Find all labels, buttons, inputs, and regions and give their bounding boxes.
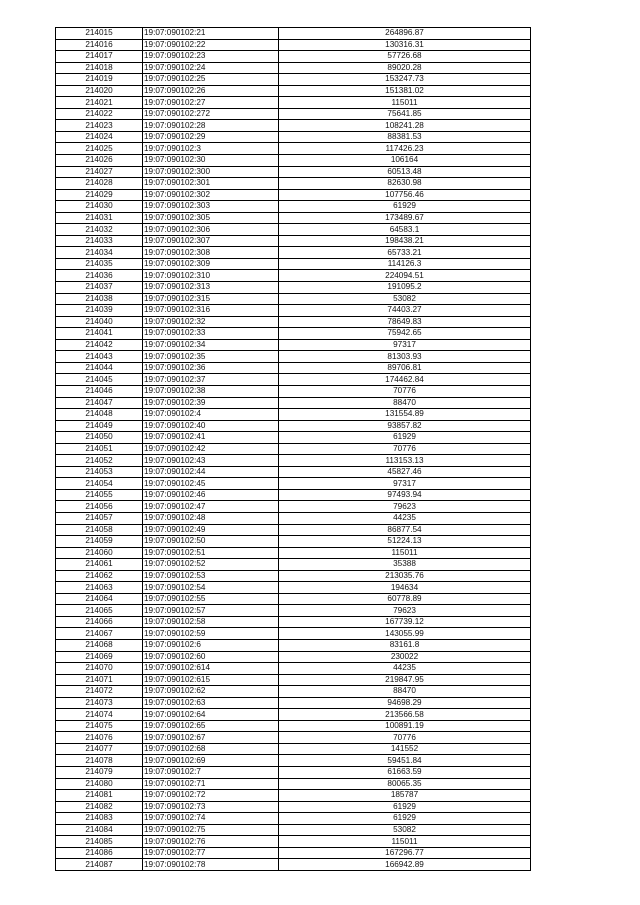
value-cell: 74403.27 bbox=[279, 305, 531, 317]
table-row bbox=[56, 559, 531, 571]
cadastral-number-cell: 19:07:090102:52 bbox=[143, 559, 279, 571]
row-id-cell: 214052 bbox=[56, 455, 143, 467]
value-cell: 35388 bbox=[279, 559, 531, 571]
value-cell: 166942.89 bbox=[279, 859, 531, 871]
row-id-cell: 214032 bbox=[56, 224, 143, 236]
value-cell: 70776 bbox=[279, 732, 531, 744]
value-cell: 108241.28 bbox=[279, 120, 531, 132]
row-id-cell: 214058 bbox=[56, 524, 143, 536]
value-cell: 173489.67 bbox=[279, 212, 531, 224]
table-row bbox=[56, 120, 531, 132]
cadastral-number-cell: 19:07:090102:29 bbox=[143, 131, 279, 143]
table-row bbox=[56, 536, 531, 548]
table-row bbox=[56, 801, 531, 813]
table-row bbox=[56, 824, 531, 836]
value-cell: 130316.31 bbox=[279, 39, 531, 51]
cadastral-number-cell: 19:07:090102:22 bbox=[143, 39, 279, 51]
value-cell: 70776 bbox=[279, 443, 531, 455]
table-row bbox=[56, 212, 531, 224]
value-cell: 83161.8 bbox=[279, 639, 531, 651]
cadastral-number-cell: 19:07:090102:48 bbox=[143, 512, 279, 524]
cadastral-number-cell: 19:07:090102:78 bbox=[143, 859, 279, 871]
value-cell: 117426.23 bbox=[279, 143, 531, 155]
data-table bbox=[55, 27, 531, 871]
value-cell: 61929 bbox=[279, 801, 531, 813]
cadastral-number-cell: 19:07:090102:57 bbox=[143, 605, 279, 617]
value-cell: 100891.19 bbox=[279, 720, 531, 732]
value-cell: 264896.87 bbox=[279, 28, 531, 40]
row-id-cell: 214031 bbox=[56, 212, 143, 224]
table-row bbox=[56, 443, 531, 455]
value-cell: 94698.29 bbox=[279, 697, 531, 709]
row-id-cell: 214040 bbox=[56, 316, 143, 328]
table-row bbox=[56, 767, 531, 779]
table-row bbox=[56, 512, 531, 524]
table-row bbox=[56, 409, 531, 421]
row-id-cell: 214083 bbox=[56, 813, 143, 825]
table-row bbox=[56, 466, 531, 478]
table-row bbox=[56, 235, 531, 247]
cadastral-number-cell: 19:07:090102:71 bbox=[143, 778, 279, 790]
cadastral-number-cell: 19:07:090102:55 bbox=[143, 593, 279, 605]
cadastral-number-cell: 19:07:090102:43 bbox=[143, 455, 279, 467]
row-id-cell: 214048 bbox=[56, 409, 143, 421]
cadastral-number-cell: 19:07:090102:26 bbox=[143, 85, 279, 97]
cadastral-number-cell: 19:07:090102:37 bbox=[143, 374, 279, 386]
table-row bbox=[56, 224, 531, 236]
table-row bbox=[56, 201, 531, 213]
value-cell: 61929 bbox=[279, 432, 531, 444]
table-row bbox=[56, 790, 531, 802]
cadastral-number-cell: 19:07:090102:33 bbox=[143, 328, 279, 340]
row-id-cell: 214077 bbox=[56, 743, 143, 755]
row-id-cell: 214079 bbox=[56, 767, 143, 779]
cadastral-number-cell: 19:07:090102:42 bbox=[143, 443, 279, 455]
row-id-cell: 214024 bbox=[56, 131, 143, 143]
table-row bbox=[56, 85, 531, 97]
value-cell: 167739.12 bbox=[279, 616, 531, 628]
row-id-cell: 214045 bbox=[56, 374, 143, 386]
table-row bbox=[56, 270, 531, 282]
table-body bbox=[56, 28, 531, 871]
row-id-cell: 214018 bbox=[56, 62, 143, 74]
table-row bbox=[56, 628, 531, 640]
cadastral-number-cell: 19:07:090102:58 bbox=[143, 616, 279, 628]
row-id-cell: 214049 bbox=[56, 420, 143, 432]
cadastral-number-cell: 19:07:090102:46 bbox=[143, 489, 279, 501]
row-id-cell: 214061 bbox=[56, 559, 143, 571]
row-id-cell: 214034 bbox=[56, 247, 143, 259]
value-cell: 51224.13 bbox=[279, 536, 531, 548]
row-id-cell: 214055 bbox=[56, 489, 143, 501]
cadastral-number-cell: 19:07:090102:63 bbox=[143, 697, 279, 709]
value-cell: 97493.94 bbox=[279, 489, 531, 501]
cadastral-number-cell: 19:07:090102:65 bbox=[143, 720, 279, 732]
cadastral-number-cell: 19:07:090102:313 bbox=[143, 282, 279, 294]
row-id-cell: 214021 bbox=[56, 97, 143, 109]
row-id-cell: 214043 bbox=[56, 351, 143, 363]
table-row bbox=[56, 859, 531, 871]
table-row bbox=[56, 639, 531, 651]
table-row bbox=[56, 813, 531, 825]
value-cell: 75942.65 bbox=[279, 328, 531, 340]
table-row bbox=[56, 674, 531, 686]
cadastral-number-cell: 19:07:090102:27 bbox=[143, 97, 279, 109]
value-cell: 88470 bbox=[279, 686, 531, 698]
cadastral-number-cell: 19:07:090102:74 bbox=[143, 813, 279, 825]
value-cell: 115011 bbox=[279, 836, 531, 848]
value-cell: 89020.28 bbox=[279, 62, 531, 74]
table-row bbox=[56, 501, 531, 513]
row-id-cell: 214076 bbox=[56, 732, 143, 744]
cadastral-number-cell: 19:07:090102:34 bbox=[143, 339, 279, 351]
row-id-cell: 214078 bbox=[56, 755, 143, 767]
cadastral-number-cell: 19:07:090102:32 bbox=[143, 316, 279, 328]
cadastral-number-cell: 19:07:090102:36 bbox=[143, 362, 279, 374]
value-cell: 151381.02 bbox=[279, 85, 531, 97]
value-cell: 213035.76 bbox=[279, 570, 531, 582]
cadastral-number-cell: 19:07:090102:73 bbox=[143, 801, 279, 813]
table-row bbox=[56, 51, 531, 63]
row-id-cell: 214066 bbox=[56, 616, 143, 628]
row-id-cell: 214039 bbox=[56, 305, 143, 317]
cadastral-number-cell: 19:07:090102:68 bbox=[143, 743, 279, 755]
cadastral-number-cell: 19:07:090102:49 bbox=[143, 524, 279, 536]
value-cell: 113153.13 bbox=[279, 455, 531, 467]
value-cell: 198438.21 bbox=[279, 235, 531, 247]
cadastral-number-cell: 19:07:090102:308 bbox=[143, 247, 279, 259]
row-id-cell: 214054 bbox=[56, 478, 143, 490]
row-id-cell: 214082 bbox=[56, 801, 143, 813]
row-id-cell: 214086 bbox=[56, 847, 143, 859]
value-cell: 143055.99 bbox=[279, 628, 531, 640]
row-id-cell: 214084 bbox=[56, 824, 143, 836]
cadastral-number-cell: 19:07:090102:47 bbox=[143, 501, 279, 513]
value-cell: 61929 bbox=[279, 201, 531, 213]
value-cell: 53082 bbox=[279, 293, 531, 305]
row-id-cell: 214037 bbox=[56, 282, 143, 294]
value-cell: 59451.84 bbox=[279, 755, 531, 767]
row-id-cell: 214015 bbox=[56, 28, 143, 40]
table-row bbox=[56, 97, 531, 109]
value-cell: 174462.84 bbox=[279, 374, 531, 386]
table-row bbox=[56, 663, 531, 675]
row-id-cell: 214075 bbox=[56, 720, 143, 732]
cadastral-number-cell: 19:07:090102:53 bbox=[143, 570, 279, 582]
table-row bbox=[56, 155, 531, 167]
row-id-cell: 214072 bbox=[56, 686, 143, 698]
table-row bbox=[56, 686, 531, 698]
value-cell: 60778.89 bbox=[279, 593, 531, 605]
row-id-cell: 214071 bbox=[56, 674, 143, 686]
table-row bbox=[56, 720, 531, 732]
table-row bbox=[56, 374, 531, 386]
table-row bbox=[56, 258, 531, 270]
value-cell: 88470 bbox=[279, 397, 531, 409]
value-cell: 82630.98 bbox=[279, 178, 531, 190]
cadastral-number-cell: 19:07:090102:301 bbox=[143, 178, 279, 190]
value-cell: 194634 bbox=[279, 582, 531, 594]
cadastral-number-cell: 19:07:090102:3 bbox=[143, 143, 279, 155]
table-row bbox=[56, 328, 531, 340]
value-cell: 80065.35 bbox=[279, 778, 531, 790]
table-row bbox=[56, 351, 531, 363]
row-id-cell: 214036 bbox=[56, 270, 143, 282]
cadastral-number-cell: 19:07:090102:35 bbox=[143, 351, 279, 363]
row-id-cell: 214056 bbox=[56, 501, 143, 513]
row-id-cell: 214046 bbox=[56, 385, 143, 397]
cadastral-number-cell: 19:07:090102:306 bbox=[143, 224, 279, 236]
table-row bbox=[56, 697, 531, 709]
cadastral-number-cell: 19:07:090102:41 bbox=[143, 432, 279, 444]
table-row bbox=[56, 605, 531, 617]
value-cell: 79623 bbox=[279, 501, 531, 513]
value-cell: 93857.82 bbox=[279, 420, 531, 432]
value-cell: 89706.81 bbox=[279, 362, 531, 374]
table-row bbox=[56, 339, 531, 351]
row-id-cell: 214059 bbox=[56, 536, 143, 548]
cadastral-number-cell: 19:07:090102:310 bbox=[143, 270, 279, 282]
value-cell: 106164 bbox=[279, 155, 531, 167]
value-cell: 230022 bbox=[279, 651, 531, 663]
row-id-cell: 214041 bbox=[56, 328, 143, 340]
cadastral-number-cell: 19:07:090102:307 bbox=[143, 235, 279, 247]
cadastral-number-cell: 19:07:090102:21 bbox=[143, 28, 279, 40]
cadastral-number-cell: 19:07:090102:59 bbox=[143, 628, 279, 640]
table-row bbox=[56, 189, 531, 201]
cadastral-number-cell: 19:07:090102:60 bbox=[143, 651, 279, 663]
table-row bbox=[56, 397, 531, 409]
value-cell: 97317 bbox=[279, 478, 531, 490]
value-cell: 70776 bbox=[279, 385, 531, 397]
row-id-cell: 214057 bbox=[56, 512, 143, 524]
cadastral-number-cell: 19:07:090102:7 bbox=[143, 767, 279, 779]
row-id-cell: 214020 bbox=[56, 85, 143, 97]
value-cell: 224094.51 bbox=[279, 270, 531, 282]
cadastral-number-cell: 19:07:090102:25 bbox=[143, 74, 279, 86]
table-row bbox=[56, 28, 531, 40]
row-id-cell: 214053 bbox=[56, 466, 143, 478]
row-id-cell: 214028 bbox=[56, 178, 143, 190]
row-id-cell: 214081 bbox=[56, 790, 143, 802]
value-cell: 219847.95 bbox=[279, 674, 531, 686]
row-id-cell: 214065 bbox=[56, 605, 143, 617]
cadastral-number-cell: 19:07:090102:300 bbox=[143, 166, 279, 178]
table-row bbox=[56, 709, 531, 721]
cadastral-number-cell: 19:07:090102:4 bbox=[143, 409, 279, 421]
row-id-cell: 214087 bbox=[56, 859, 143, 871]
table-row bbox=[56, 755, 531, 767]
table-row bbox=[56, 489, 531, 501]
row-id-cell: 214019 bbox=[56, 74, 143, 86]
value-cell: 185787 bbox=[279, 790, 531, 802]
row-id-cell: 214074 bbox=[56, 709, 143, 721]
value-cell: 57726.68 bbox=[279, 51, 531, 63]
table-row bbox=[56, 305, 531, 317]
cadastral-number-cell: 19:07:090102:615 bbox=[143, 674, 279, 686]
value-cell: 44235 bbox=[279, 663, 531, 675]
table-row bbox=[56, 143, 531, 155]
row-id-cell: 214060 bbox=[56, 547, 143, 559]
row-id-cell: 214051 bbox=[56, 443, 143, 455]
value-cell: 213566.58 bbox=[279, 709, 531, 721]
row-id-cell: 214080 bbox=[56, 778, 143, 790]
value-cell: 115011 bbox=[279, 547, 531, 559]
table-row bbox=[56, 524, 531, 536]
value-cell: 86877.54 bbox=[279, 524, 531, 536]
cadastral-number-cell: 19:07:090102:316 bbox=[143, 305, 279, 317]
row-id-cell: 214017 bbox=[56, 51, 143, 63]
row-id-cell: 214073 bbox=[56, 697, 143, 709]
row-id-cell: 214050 bbox=[56, 432, 143, 444]
table-row bbox=[56, 582, 531, 594]
value-cell: 88381.53 bbox=[279, 131, 531, 143]
table-row bbox=[56, 293, 531, 305]
row-id-cell: 214067 bbox=[56, 628, 143, 640]
value-cell: 45827.46 bbox=[279, 466, 531, 478]
value-cell: 61929 bbox=[279, 813, 531, 825]
table-row bbox=[56, 39, 531, 51]
row-id-cell: 214025 bbox=[56, 143, 143, 155]
table-row bbox=[56, 247, 531, 259]
cadastral-number-cell: 19:07:090102:75 bbox=[143, 824, 279, 836]
table-row bbox=[56, 420, 531, 432]
cadastral-number-cell: 19:07:090102:45 bbox=[143, 478, 279, 490]
table-row bbox=[56, 743, 531, 755]
table-row bbox=[56, 166, 531, 178]
table-row bbox=[56, 651, 531, 663]
value-cell: 141552 bbox=[279, 743, 531, 755]
value-cell: 115011 bbox=[279, 97, 531, 109]
cadastral-number-cell: 19:07:090102:62 bbox=[143, 686, 279, 698]
row-id-cell: 214070 bbox=[56, 663, 143, 675]
value-cell: 167296.77 bbox=[279, 847, 531, 859]
value-cell: 64583.1 bbox=[279, 224, 531, 236]
cadastral-number-cell: 19:07:090102:6 bbox=[143, 639, 279, 651]
value-cell: 153247.73 bbox=[279, 74, 531, 86]
table-row bbox=[56, 316, 531, 328]
row-id-cell: 214026 bbox=[56, 155, 143, 167]
value-cell: 60513.48 bbox=[279, 166, 531, 178]
table-row bbox=[56, 74, 531, 86]
cadastral-number-cell: 19:07:090102:23 bbox=[143, 51, 279, 63]
cadastral-number-cell: 19:07:090102:305 bbox=[143, 212, 279, 224]
table-row bbox=[56, 432, 531, 444]
row-id-cell: 214042 bbox=[56, 339, 143, 351]
cadastral-number-cell: 19:07:090102:40 bbox=[143, 420, 279, 432]
cadastral-number-cell: 19:07:090102:51 bbox=[143, 547, 279, 559]
row-id-cell: 214027 bbox=[56, 166, 143, 178]
cadastral-number-cell: 19:07:090102:38 bbox=[143, 385, 279, 397]
row-id-cell: 214022 bbox=[56, 108, 143, 120]
table-row bbox=[56, 732, 531, 744]
value-cell: 131554.89 bbox=[279, 409, 531, 421]
row-id-cell: 214085 bbox=[56, 836, 143, 848]
cadastral-number-cell: 19:07:090102:72 bbox=[143, 790, 279, 802]
value-cell: 78649.83 bbox=[279, 316, 531, 328]
cadastral-number-cell: 19:07:090102:54 bbox=[143, 582, 279, 594]
cadastral-number-cell: 19:07:090102:39 bbox=[143, 397, 279, 409]
value-cell: 75641.85 bbox=[279, 108, 531, 120]
value-cell: 79623 bbox=[279, 605, 531, 617]
cadastral-number-cell: 19:07:090102:69 bbox=[143, 755, 279, 767]
value-cell: 107756.46 bbox=[279, 189, 531, 201]
table-row bbox=[56, 178, 531, 190]
table-row bbox=[56, 108, 531, 120]
value-cell: 114126.3 bbox=[279, 258, 531, 270]
row-id-cell: 214023 bbox=[56, 120, 143, 132]
table-row bbox=[56, 385, 531, 397]
row-id-cell: 214038 bbox=[56, 293, 143, 305]
row-id-cell: 214047 bbox=[56, 397, 143, 409]
cadastral-number-cell: 19:07:090102:309 bbox=[143, 258, 279, 270]
cadastral-number-cell: 19:07:090102:44 bbox=[143, 466, 279, 478]
cadastral-number-cell: 19:07:090102:28 bbox=[143, 120, 279, 132]
row-id-cell: 214029 bbox=[56, 189, 143, 201]
table-row bbox=[56, 847, 531, 859]
cadastral-number-cell: 19:07:090102:614 bbox=[143, 663, 279, 675]
value-cell: 65733.21 bbox=[279, 247, 531, 259]
row-id-cell: 214063 bbox=[56, 582, 143, 594]
cadastral-number-cell: 19:07:090102:67 bbox=[143, 732, 279, 744]
cadastral-number-cell: 19:07:090102:272 bbox=[143, 108, 279, 120]
table-row bbox=[56, 362, 531, 374]
row-id-cell: 214016 bbox=[56, 39, 143, 51]
row-id-cell: 214069 bbox=[56, 651, 143, 663]
row-id-cell: 214035 bbox=[56, 258, 143, 270]
value-cell: 53082 bbox=[279, 824, 531, 836]
table-row bbox=[56, 593, 531, 605]
cadastral-number-cell: 19:07:090102:77 bbox=[143, 847, 279, 859]
row-id-cell: 214030 bbox=[56, 201, 143, 213]
cadastral-number-cell: 19:07:090102:30 bbox=[143, 155, 279, 167]
table-row bbox=[56, 62, 531, 74]
table-row bbox=[56, 778, 531, 790]
table-row bbox=[56, 131, 531, 143]
table-row bbox=[56, 616, 531, 628]
value-cell: 81303.93 bbox=[279, 351, 531, 363]
table-row bbox=[56, 547, 531, 559]
row-id-cell: 214068 bbox=[56, 639, 143, 651]
row-id-cell: 214044 bbox=[56, 362, 143, 374]
cadastral-number-cell: 19:07:090102:64 bbox=[143, 709, 279, 721]
cadastral-number-cell: 19:07:090102:303 bbox=[143, 201, 279, 213]
table-row bbox=[56, 455, 531, 467]
cadastral-number-cell: 19:07:090102:50 bbox=[143, 536, 279, 548]
cadastral-number-cell: 19:07:090102:76 bbox=[143, 836, 279, 848]
cadastral-number-cell: 19:07:090102:315 bbox=[143, 293, 279, 305]
table-row bbox=[56, 478, 531, 490]
row-id-cell: 214064 bbox=[56, 593, 143, 605]
value-cell: 97317 bbox=[279, 339, 531, 351]
table-row bbox=[56, 282, 531, 294]
cadastral-number-cell: 19:07:090102:24 bbox=[143, 62, 279, 74]
cadastral-number-cell: 19:07:090102:302 bbox=[143, 189, 279, 201]
value-cell: 44235 bbox=[279, 512, 531, 524]
table-row bbox=[56, 570, 531, 582]
table-row bbox=[56, 836, 531, 848]
value-cell: 61663.59 bbox=[279, 767, 531, 779]
row-id-cell: 214062 bbox=[56, 570, 143, 582]
row-id-cell: 214033 bbox=[56, 235, 143, 247]
value-cell: 191095.2 bbox=[279, 282, 531, 294]
